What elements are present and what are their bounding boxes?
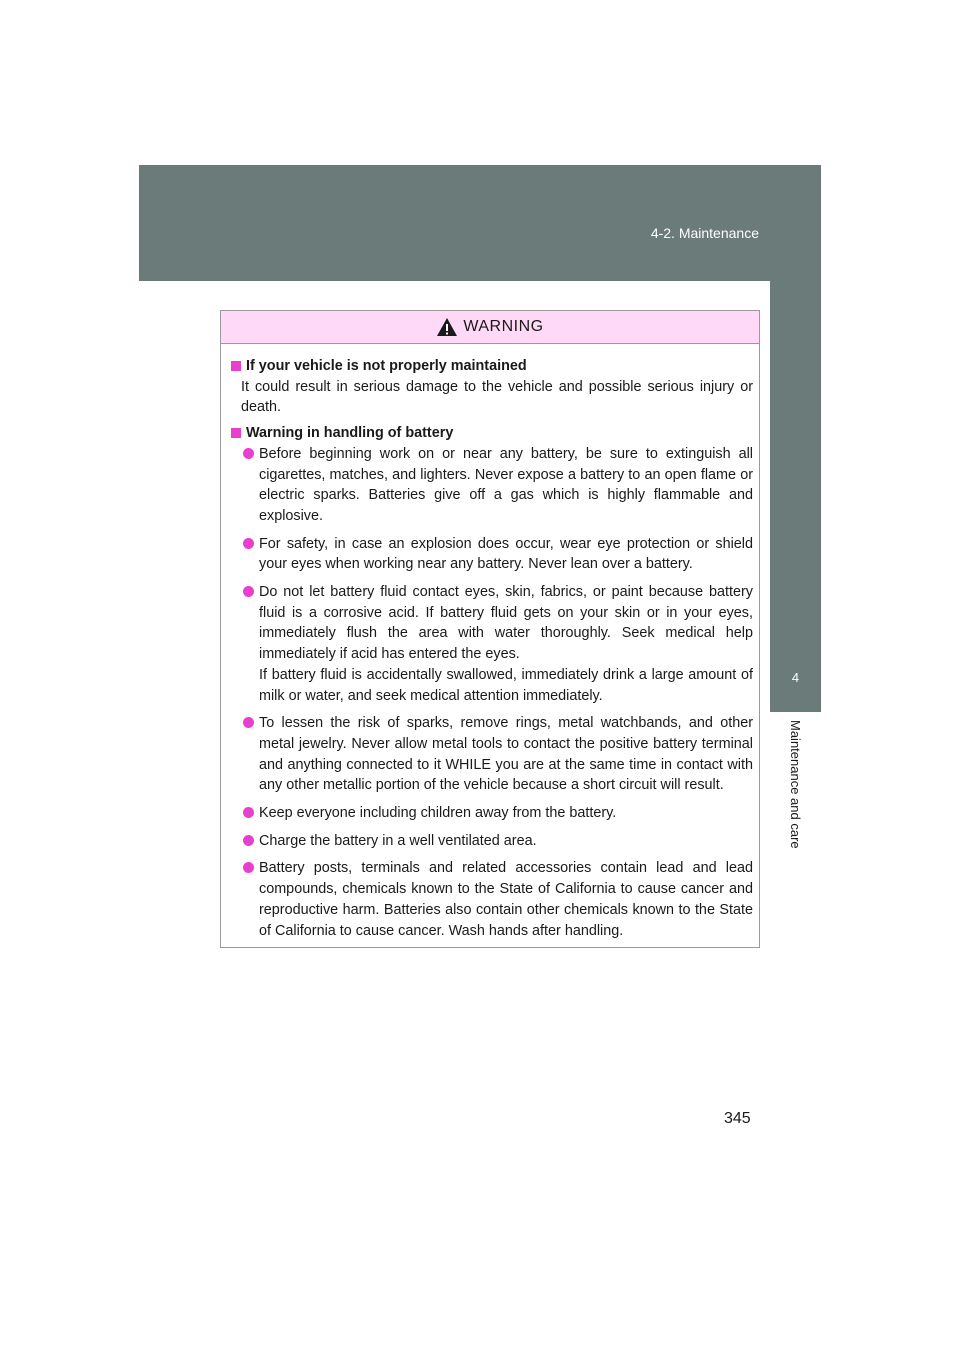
bullet-paragraph: Keep everyone including children away from the battery. [259,805,617,822]
warning-body [221,344,759,941]
bullet-text [259,534,753,575]
bullet-item [231,444,753,527]
header-band [139,165,821,281]
warning-label: WARNING [463,318,544,335]
circle-bullet-icon [243,835,254,846]
bullet-item [231,534,753,575]
circle-bullet-icon [243,448,254,459]
bullet-text [259,858,753,941]
circle-bullet-icon [243,862,254,873]
bullet-text [259,831,753,852]
section-heading [231,423,753,444]
circle-bullet-icon [243,717,254,728]
circle-bullet-icon [243,586,254,597]
bullet-paragraph: To lessen the risk of sparks, remove rings, metal watchbands, and other metal jewelry. Never allow metal tools to contact the positive battery terminal and anything connected to it WHILE you are at the same time in contact with any other metallic portion of the vehicle because a short circuit will result. [259,715,753,794]
circle-bullet-icon [243,807,254,818]
bullet-text [259,713,753,796]
bullet-paragraph: For safety, in case an explosion does occur, wear eye protection or shield your eyes when working near any battery. Never lean over a battery. [259,535,753,573]
square-bullet-icon [231,361,241,371]
bullet-paragraph: Charge the battery in a well ventilated area. [259,832,537,849]
warning-icon [436,317,458,337]
chapter-title: Maintenance and care [788,720,803,849]
warning-box [220,310,760,948]
section-heading-text: If your vehicle is not properly maintained [246,358,527,374]
circle-bullet-icon [243,538,254,549]
warning-header [221,311,759,344]
bullet-item [231,582,753,706]
bullet-item [231,858,753,941]
section-heading [231,356,753,377]
square-bullet-icon [231,428,241,438]
bullet-item [231,713,753,796]
section-title: 4-2. Maintenance [650,225,759,241]
section-heading-text: Warning in handling of battery [246,425,454,442]
bullet-item [231,803,753,824]
page-number: 345 [724,1110,751,1127]
section-paragraph: It could result in serious damage to the vehicle and possible serious injury or death. [241,378,753,416]
chapter-number: 4 [791,670,800,685]
bullet-text [259,803,753,824]
bullet-paragraph: Do not let battery fluid contact eyes, skin, fabrics, or paint because battery fluid is a corrosive acid. If battery fluid gets on your skin or in your eyes, immediately flush the area with water thoroughly. Seek medical help immediately if acid has entered the eyes. [259,584,753,663]
bullet-text [259,582,753,706]
bullet-item [231,831,753,852]
bullet-paragraph: Before beginning work on or near any battery, be sure to extinguish all cigarettes, matches, and lighters. Never expose a battery to an open flame or electric sparks. Batteries give off a gas which is highly flammable and explosive. [259,445,753,524]
bullet-text [259,444,753,527]
bullet-paragraph: If battery fluid is accidentally swallowed, immediately drink a large amount of milk or water, and seek medical attention immediately. [259,666,753,704]
bullet-paragraph: Battery posts, terminals and related accessories contain lead and lead compounds, chemicals known to the State of California to cause cancer and reproductive harm. Batteries also contain other chemicals known to the State of California to cause cancer. Wash hands after handling. [259,860,753,939]
